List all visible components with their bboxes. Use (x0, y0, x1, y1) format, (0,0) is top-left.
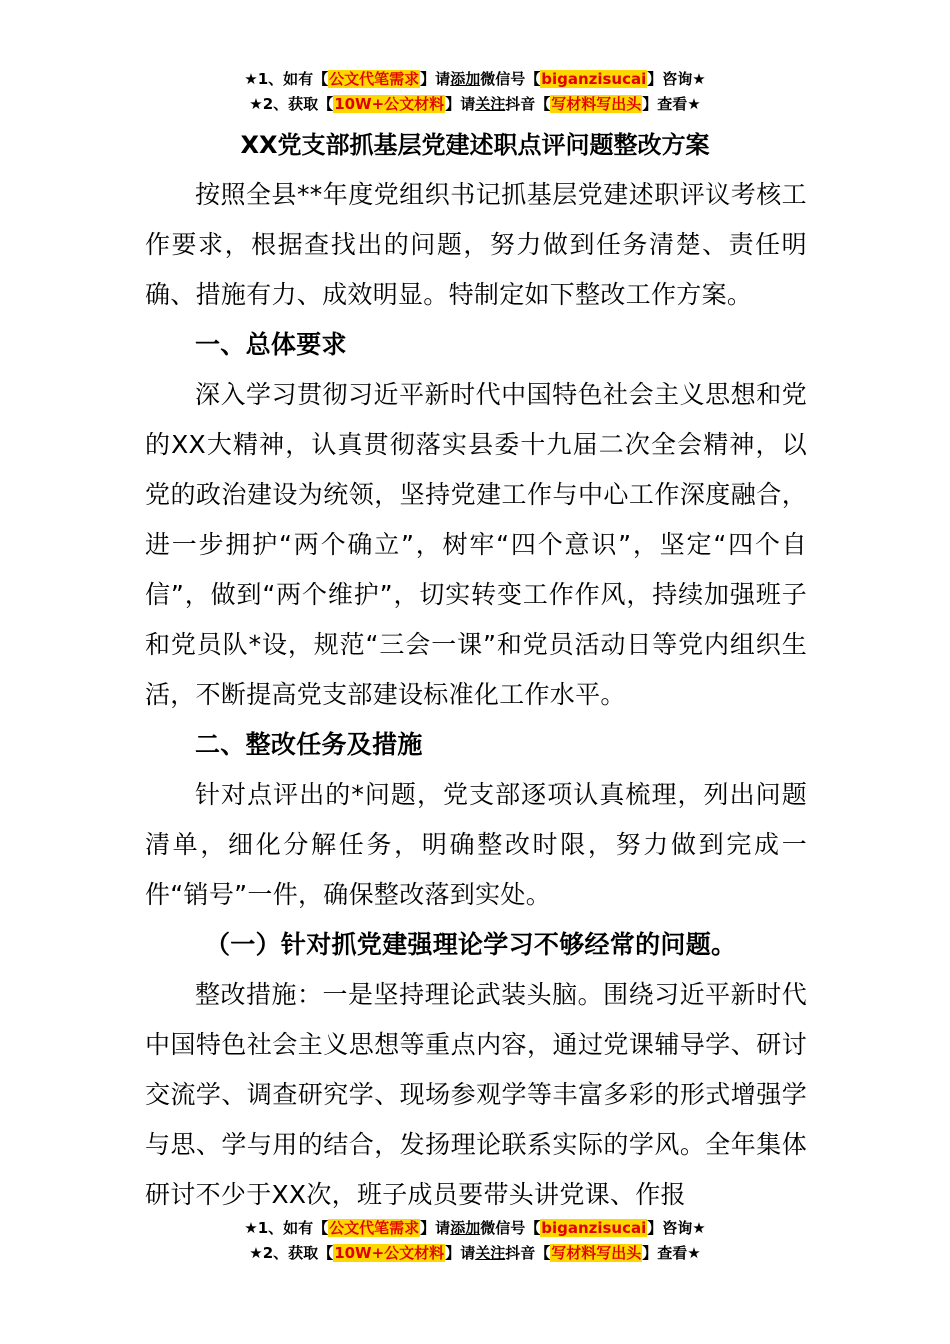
promo-highlight: 公文代笔需求 (329, 70, 420, 88)
paragraph-measures: 整改措施：一是坚持理论武装头脑。围绕习近平新时代中国特色社会主义思想等重点内容，通过党课辅导学、研讨交流学、调查研究学、现场参观学等丰富多彩的形式增强学与思、学与用的结合，发扬理论联系实际的学风。全年集体研讨不少于XX次，班子成员要带头讲党课、作报 (145, 980, 807, 1209)
promo-highlight: 10W+公文材料 (334, 1244, 445, 1262)
promo-text: 】请 (445, 95, 476, 113)
promo-underlined-text: 关注 (475, 1244, 506, 1262)
promo-text: 微信号【 (480, 70, 541, 88)
document-title: XX党支部抓基层党建述职点评问题整改方案 (240, 131, 710, 159)
promo-line-1 (0, 67, 950, 92)
promo-banner-bottom (0, 1216, 950, 1266)
document-body (145, 170, 807, 1220)
promo-text: 】咨询★ (647, 1219, 706, 1237)
paragraph-tasks-intro: 针对点评出的*问题，党支部逐项认真梳理，列出问题清单，细化分解任务，明确整改时限，努力做到完成一件“销号”一件，确保整改落到实处。 (145, 780, 807, 909)
promo-text: 】请 (420, 1219, 451, 1237)
section-heading-1: 一、总体要求 (195, 330, 347, 359)
promo-wechat-id: biganzisucai (541, 70, 647, 88)
intro-paragraph: 按照全县**年度党组织书记抓基层党建述职评议考核工作要求，根据查找出的问题，努力做到任务清楚、责任明确、措施有力、成效明显。特制定如下整改工作方案。 (145, 180, 807, 309)
promo-text: ★1、如有【 (244, 1219, 329, 1237)
promo-text: ★1、如有【 (244, 70, 329, 88)
section-heading-2: 二、整改任务及措施 (195, 730, 423, 759)
promo-highlight: 公文代笔需求 (329, 1219, 420, 1237)
subsection-heading-1: （一）针对抓党建强理论学习不够经常的问题。 (205, 930, 737, 959)
promo-underlined-text: 添加 (450, 70, 481, 88)
promo-highlight: 10W+公文材料 (334, 95, 445, 113)
promo-text: 】请 (445, 1244, 476, 1262)
promo-text: 微信号【 (480, 1219, 541, 1237)
promo-line-2 (0, 92, 950, 117)
promo-line-2 (0, 1241, 950, 1266)
promo-underlined-text: 添加 (450, 1219, 481, 1237)
promo-text: 】咨询★ (647, 70, 706, 88)
promo-douyin-id: 写材料写出头 (551, 95, 642, 113)
promo-line-1 (0, 1216, 950, 1241)
promo-text: 】请 (420, 70, 451, 88)
promo-text: ★2、获取【 (249, 1244, 334, 1262)
promo-text: 抖音【 (505, 95, 551, 113)
promo-text: 】查看★ (642, 1244, 701, 1262)
promo-banner-top (0, 67, 950, 117)
promo-text: 】查看★ (642, 95, 701, 113)
paragraph-overall-requirements: 深入学习贯彻习近平新时代中国特色社会主义思想和党的XX大精神，认真贯彻落实县委十九届二次全会精神，以党的政治建设为统领，坚持党建工作与中心工作深度融合，进一步拥护“两个确立”，树牢“四个意识”，坚定“四个自信”，做到“两个维护”，切实转变工作作风，持续加强班子和党员队*设，规范“三会一课”和党员活动日等党内组织生活，不断提高党支部建设标准化工作水平。 (145, 380, 807, 709)
promo-douyin-id: 写材料写出头 (551, 1244, 642, 1262)
promo-text: ★2、获取【 (249, 95, 334, 113)
promo-underlined-text: 关注 (475, 95, 506, 113)
promo-text: 抖音【 (505, 1244, 551, 1262)
promo-wechat-id: biganzisucai (541, 1219, 647, 1237)
